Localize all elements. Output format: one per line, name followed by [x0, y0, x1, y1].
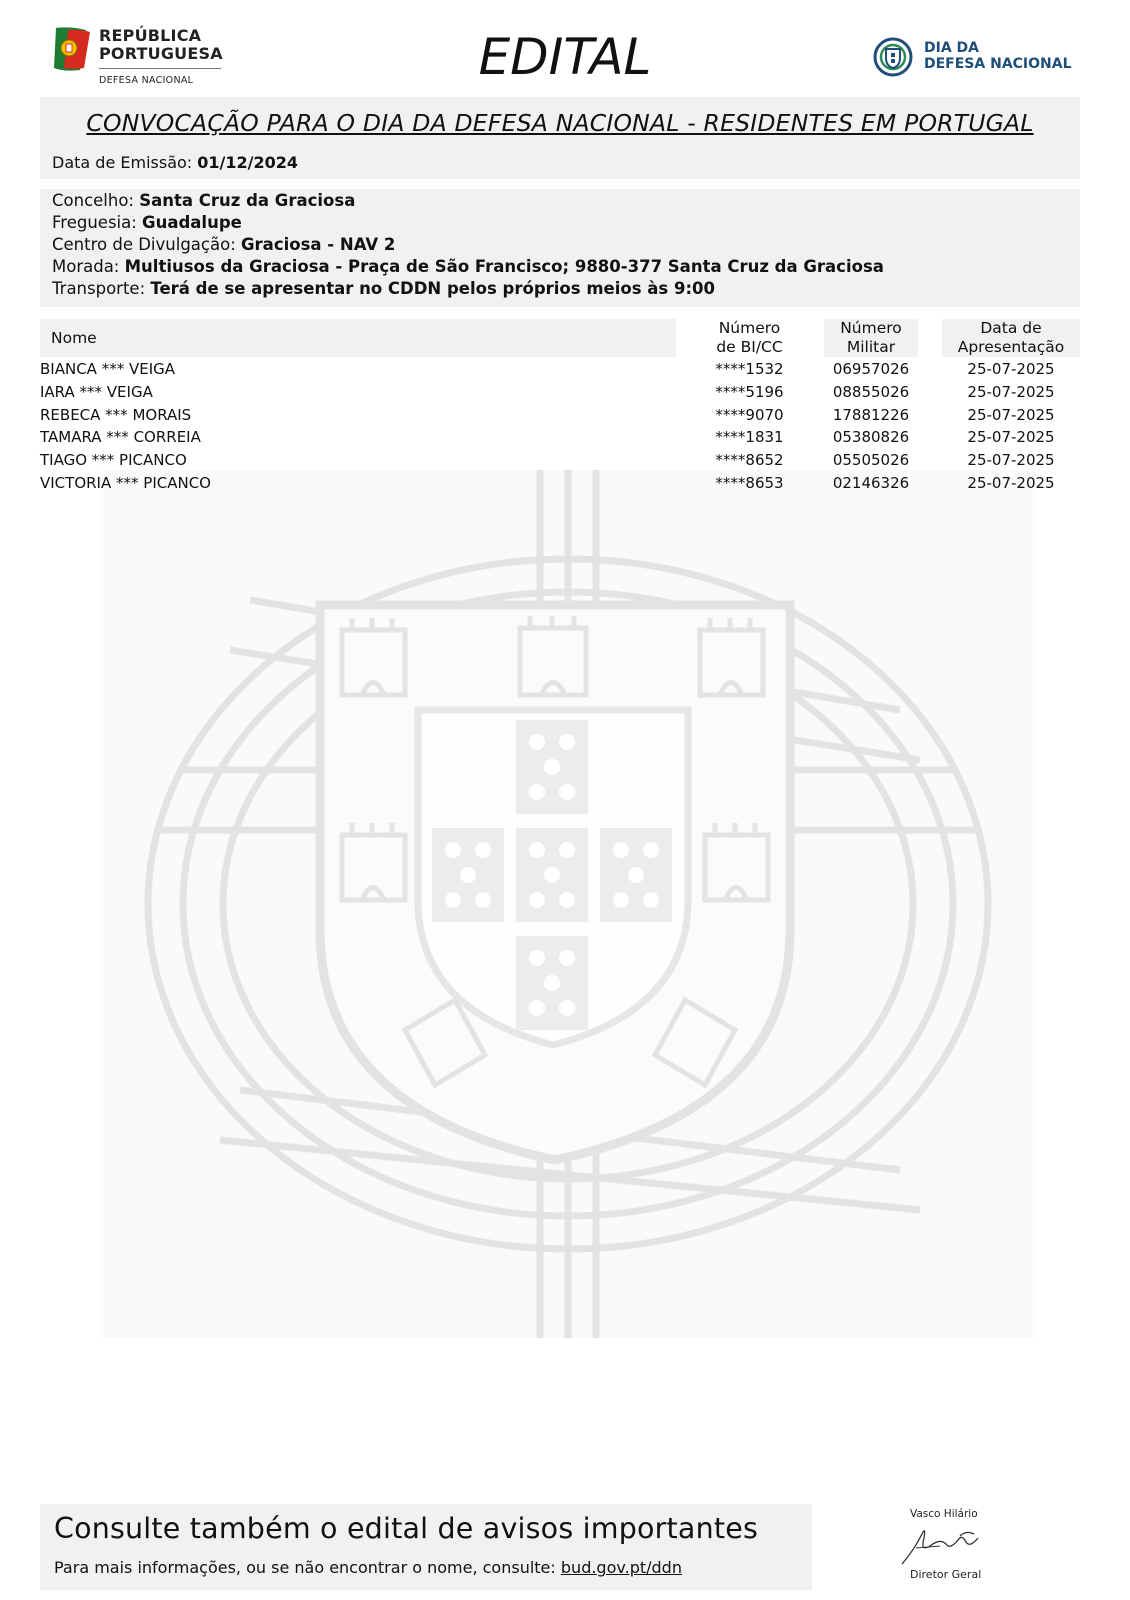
freguesia-row [52, 213, 242, 232]
dia-defesa-nacional-logo [872, 36, 1072, 82]
cell-data: 25-07-2025 [967, 360, 1055, 378]
concelho-label: Concelho: [52, 191, 134, 210]
footer-main-text: Consulte também o edital de avisos importantes [54, 1512, 759, 1545]
cell-data: 25-07-2025 [967, 451, 1055, 470]
header-data-line2: Apresentação [957, 338, 1065, 356]
column-header-militar [824, 319, 918, 357]
header-militar-line2: Militar [846, 338, 896, 356]
cell-militar: 06957026 [832, 360, 910, 378]
centro-value: Graciosa - NAV 2 [241, 235, 396, 254]
republica-line2: PORTUGUESA [99, 44, 223, 63]
morada-value: Multiusos da Graciosa - Praça de São Francisco; 9880-377 Santa Cruz da Graciosa [124, 257, 884, 276]
portugal-emblem-icon [52, 24, 96, 74]
cell-bi: ****8653 [715, 474, 784, 492]
signature-icon [900, 1520, 992, 1568]
cell-data: 25-07-2025 [967, 405, 1055, 424]
cell-data: 25-07-2025 [967, 382, 1055, 401]
republica-line1: REPÚBLICA [99, 26, 202, 45]
column-header-data [942, 319, 1080, 357]
signer-name: Vasco Hilário [910, 1508, 978, 1520]
cell-nome: IARA *** VEIGA [40, 382, 153, 401]
transporte-value: Terá de se apresentar no CDDN pelos próprios meios às 9:00 [150, 279, 716, 298]
ddn-line1: DIA DA [924, 40, 979, 56]
transporte-row [52, 279, 715, 298]
column-header-nome [40, 319, 676, 357]
freguesia-label: Freguesia: [52, 213, 137, 232]
ddn-line2: DEFESA NACIONAL [924, 56, 1072, 72]
footer-info-line [54, 1558, 682, 1577]
concelho-value: Santa Cruz da Graciosa [139, 191, 356, 210]
cell-nome: TIAGO *** PICANCO [40, 451, 187, 470]
cell-militar: 02146326 [832, 474, 910, 492]
header-militar-line1: Número [840, 319, 902, 337]
cell-nome: VICTORIA *** PICANCO [40, 474, 211, 492]
ministry-name: DEFESA NACIONAL [99, 75, 194, 86]
emission-date: 01/12/2024 [197, 153, 299, 172]
cell-nome: TAMARA *** CORREIA [40, 428, 201, 447]
cell-bi: ****5196 [715, 382, 784, 401]
morada-label: Morada: [52, 257, 120, 276]
ddn-logo-text [924, 40, 1072, 72]
transporte-label: Transporte: [52, 279, 146, 298]
header-data-line1: Data de [980, 319, 1042, 337]
emission-date-line [52, 153, 298, 172]
centro-label: Centro de Divulgação: [52, 235, 236, 254]
logo-divider [99, 68, 221, 69]
header-bi-line2: de BI/CC [716, 338, 783, 356]
ddn-shield-icon [872, 36, 914, 78]
cell-militar: 05380826 [832, 428, 910, 447]
header-bi-line1: Número [718, 319, 781, 337]
signer-role: Diretor Geral [910, 1568, 982, 1581]
footer-sub-text: Para mais informações, ou se não encontrar o nome, consulte: [54, 1558, 556, 1577]
footer-notice-panel [40, 1504, 812, 1590]
cell-data: 25-07-2025 [967, 428, 1055, 447]
column-header-bi [702, 319, 797, 357]
republica-portuguesa-logo [52, 24, 232, 90]
cell-bi: ****9070 [715, 405, 784, 424]
coat-of-arms-watermark-icon [100, 470, 1036, 1338]
cell-bi: ****1831 [715, 428, 784, 447]
concelho-row [52, 191, 355, 210]
republica-logo-text [99, 27, 223, 63]
bud-link[interactable]: bud.gov.pt/ddn [560, 1558, 682, 1577]
cell-nome: BIANCA *** VEIGA [40, 360, 176, 378]
cell-nome: REBECA *** MORAIS [40, 405, 192, 424]
page-title: EDITAL [478, 28, 652, 86]
centro-row [52, 235, 395, 254]
cell-bi: ****1532 [715, 360, 784, 378]
cell-data: 25-07-2025 [967, 474, 1055, 492]
cell-militar: 08855026 [832, 382, 910, 401]
cell-militar: 05505026 [832, 451, 910, 470]
emission-label: Data de Emissão: [52, 153, 193, 172]
title-panel [40, 97, 1080, 179]
location-info-panel [40, 189, 1080, 307]
cell-bi: ****8652 [715, 451, 784, 470]
header-nome-label: Nome [51, 329, 97, 347]
cell-militar: 17881226 [832, 405, 910, 424]
morada-row [52, 257, 884, 276]
notice-subtitle: CONVOCAÇÃO PARA O DIA DA DEFESA NACIONAL - RESIDENTES EM PORTUGAL [86, 109, 1034, 137]
freguesia-value: Guadalupe [142, 213, 242, 232]
